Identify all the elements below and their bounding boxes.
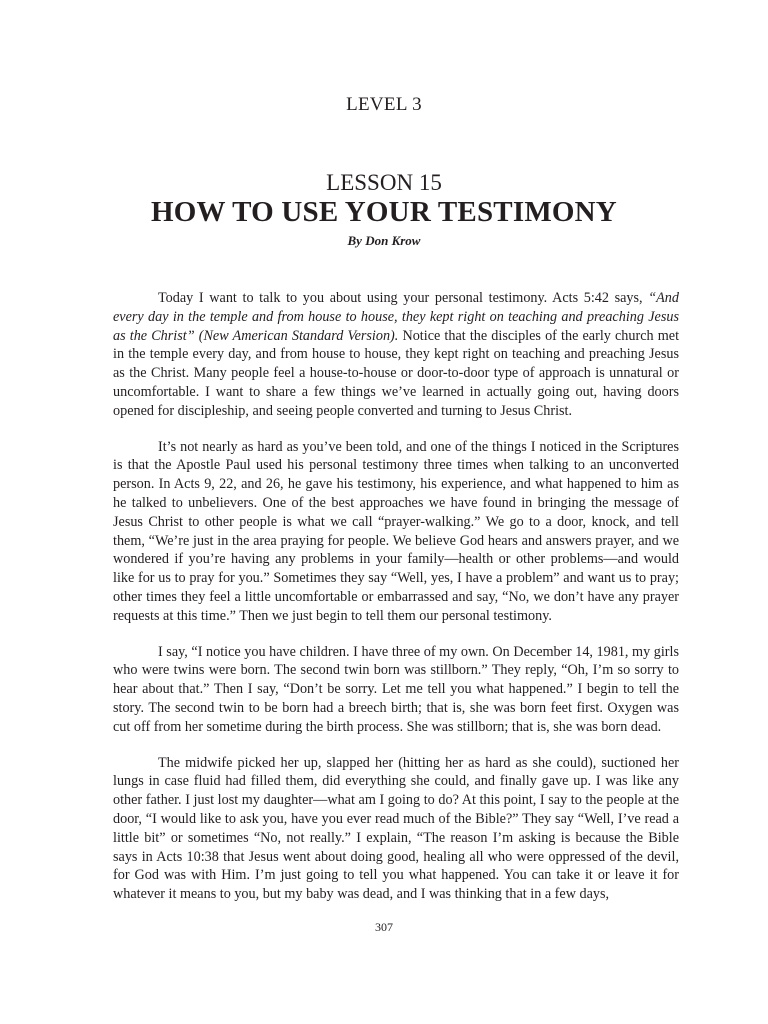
body-text bbox=[113, 289, 679, 921]
paragraph-1-rest: Notice that the disciples of the early church met in the temple every day, and from house to house, they kept right on teaching and preaching Jesus as the Christ. Many people feel a house-to-house or door-to-door type of approach is unnatural or uncomfortable. I want to share a few things we’ve learned in actually going out, having doors opened for discipleship, and seeing people converted and turning to Jesus Christ. bbox=[113, 327, 680, 419]
author-byline: By Don Krow bbox=[347, 233, 421, 248]
level-heading: LEVEL 3 bbox=[346, 94, 422, 115]
lesson-heading: LESSON 15 bbox=[326, 170, 442, 195]
paragraph-4: The midwife picked her up, slapped her (hitting her as hard as she could), suctioned her lungs in case fluid had filled them, did everything she could, and finally gave up. I was like any other father. I just lost my daughter—what am I going to do? At this point, I say to the people at the door, “I would like to ask you, have you ever read much of the Bible?” They say “Well, I’ve read a little bit” or sometimes “No, not really.” I explain, “The reason I’m asking is because the Bible says in Acts 10:38 that Jesus went about doing good, healing all who were oppressed of the devil, for God was with Him. I’m just going to tell you what happened. You can take it or leave it for whatever it means to you, but my baby was dead, and I was thinking that in a few days, bbox=[113, 754, 679, 903]
page-number: 307 bbox=[375, 920, 393, 934]
paragraph-1-intro: Today I want to talk to you about using your personal testimony. Acts 5:42 says, bbox=[158, 290, 649, 306]
scripture-quote: “And every day in the temple and from house to house, they kept right on teaching and preaching Jesus as the Christ” (New American Standard Version). bbox=[113, 290, 679, 344]
paragraph-3: I say, “I notice you have children. I have three of my own. On December 14, 1981, my girls who were twins were born. The second twin born was stillborn.” They reply, “Oh, I’m so sorry to hear about that.” Then I say, “Don’t be sorry. Let me tell you what happened.” I begin to tell the story. The second twin to be born had a breech birth; that is, she was born feet first. Oxygen was cut off from her sometime during the birth process. She was stillborn; that is, she was born dead. bbox=[113, 643, 679, 735]
page-title: HOW TO USE YOUR TESTIMONY bbox=[151, 196, 617, 228]
paragraph-2: It’s not nearly as hard as you’ve been told, and one of the things I noticed in the Scriptures is that the Apostle Paul used his personal testimony three times when talking to an unconverted person. In Acts 9, 22, and 26, he gave his testimony, his experience, and what happened to him as he talked to unbelievers. One of the best approaches we have found in bringing the message of Jesus Christ to other people is what we call “prayer-walking.” We go to a door, knock, and tell them, “We’re just in the area praying for people. We believe God hears and answers prayer, and we wondered if you’re having any problems in your family—health or other problems—and would like for us to pray for you.” Sometimes they say “Well, yes, I have a problem” and want us to pray; other times they feel a little uncomfortable or embarrassed and say, “No, we don’t have any prayer requests at this time.” Then we just begin to tell them our personal testimony. bbox=[113, 438, 679, 624]
paragraph-1 bbox=[113, 289, 679, 421]
